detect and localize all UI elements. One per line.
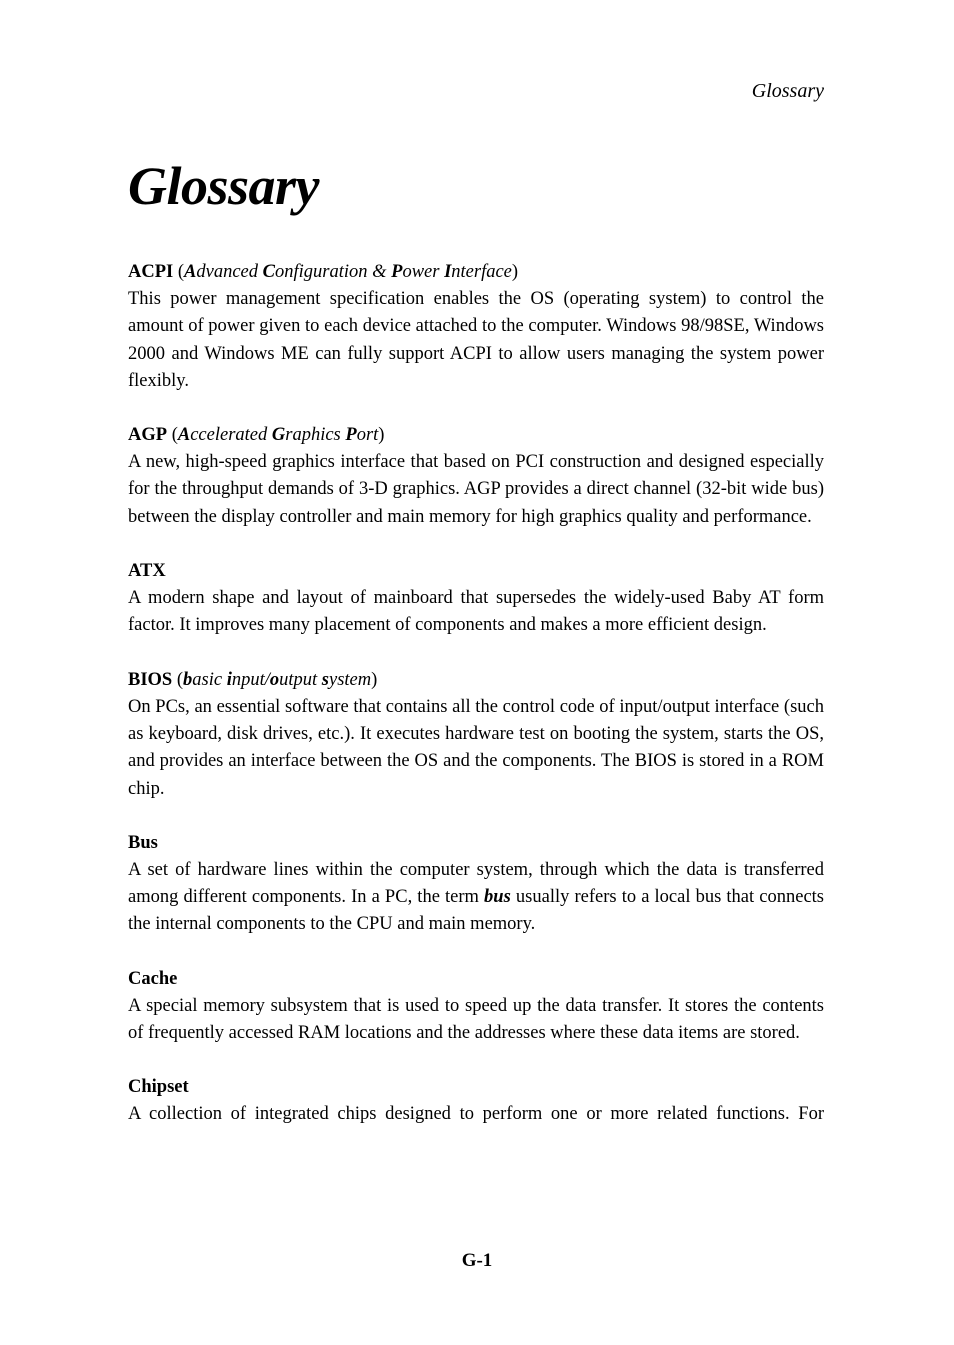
running-header: Glossary [751, 80, 824, 102]
term-name: ACPI [128, 262, 174, 282]
glossary-entry-atx [128, 558, 824, 640]
term-name: Cache [128, 968, 178, 989]
page-title: Glossary [128, 156, 320, 216]
term-definition: A special memory subsystem that is used to speed up the data transfer. It stores the contents of frequently accessed RAM locations and the addresses where these data items are stored. [128, 995, 824, 1044]
glossary-entry-agp [128, 422, 824, 531]
term-definition: A collection of integrated chips designed to perform one or more related functions. For [128, 1104, 824, 1125]
term-expansion: Advanced Configuration & Power Interface [184, 262, 512, 282]
term-name: ATX [128, 561, 166, 582]
glossary-entry-cache [128, 966, 824, 1048]
term-name: Bus [128, 832, 158, 853]
page-number: G-1 [461, 1250, 493, 1271]
term-name: AGP [128, 425, 168, 446]
term-definition: A modern shape and layout of mainboard that supersedes the widely-used Baby AT form factor. It improves many placement of components and makes a more efficient design. [128, 588, 824, 636]
glossary-content [128, 259, 824, 1156]
term-expansion: Accelerated Graphics Port [177, 425, 379, 446]
term-heading [128, 966, 824, 993]
term-definition: A new, high-speed graphics interface that based on PCI construction and designed especially for the throughput demands of 3-D graphics. AGP provides a direct channel (32-bit wide bus) between the display controller and main memory for high graphics quality and performance. [128, 452, 824, 527]
term-name: BIOS [128, 669, 173, 690]
term-heading [128, 1074, 824, 1101]
term-heading: AGP (Accelerated Graphics Port) [128, 425, 385, 446]
term-heading [128, 558, 824, 585]
term-expansion: basic input/output system [183, 669, 372, 690]
term-heading [128, 830, 824, 857]
term-name: Chipset [128, 1077, 189, 1098]
glossary-entry-acpi [128, 259, 824, 395]
glossary-entry-bios [128, 667, 824, 803]
term-definition: This power management specification enables the OS (operating system) to control the amount of power given to each device attached to the computer. Windows 98/98SE, Windows 2000 and Windows ME can fully support ACPI to allow users managing the system power flexibly. [128, 289, 824, 391]
term-emphasis: bus [484, 887, 511, 908]
term-definition: A set of hardware lines within the computer system, through which the data is transferred among different components. In a PC, the term bus usually refers to a local bus that connects the internal components to the CPU and main memory. [128, 859, 824, 935]
term-heading: BIOS (basic input/output system) [128, 669, 378, 690]
glossary-entry-bus [128, 830, 824, 939]
glossary-entry-chipset [128, 1074, 824, 1128]
term-definition: On PCs, an essential software that contains all the control code of input/output interface (such as keyboard, disk drives, etc.). It executes hardware test on booting the system, starts the OS, and provides an interface between the OS and the components. The BIOS is stored in a ROM chip. [128, 696, 824, 799]
term-heading: ACPI (Advanced Configuration & Power Interface) [128, 262, 519, 282]
